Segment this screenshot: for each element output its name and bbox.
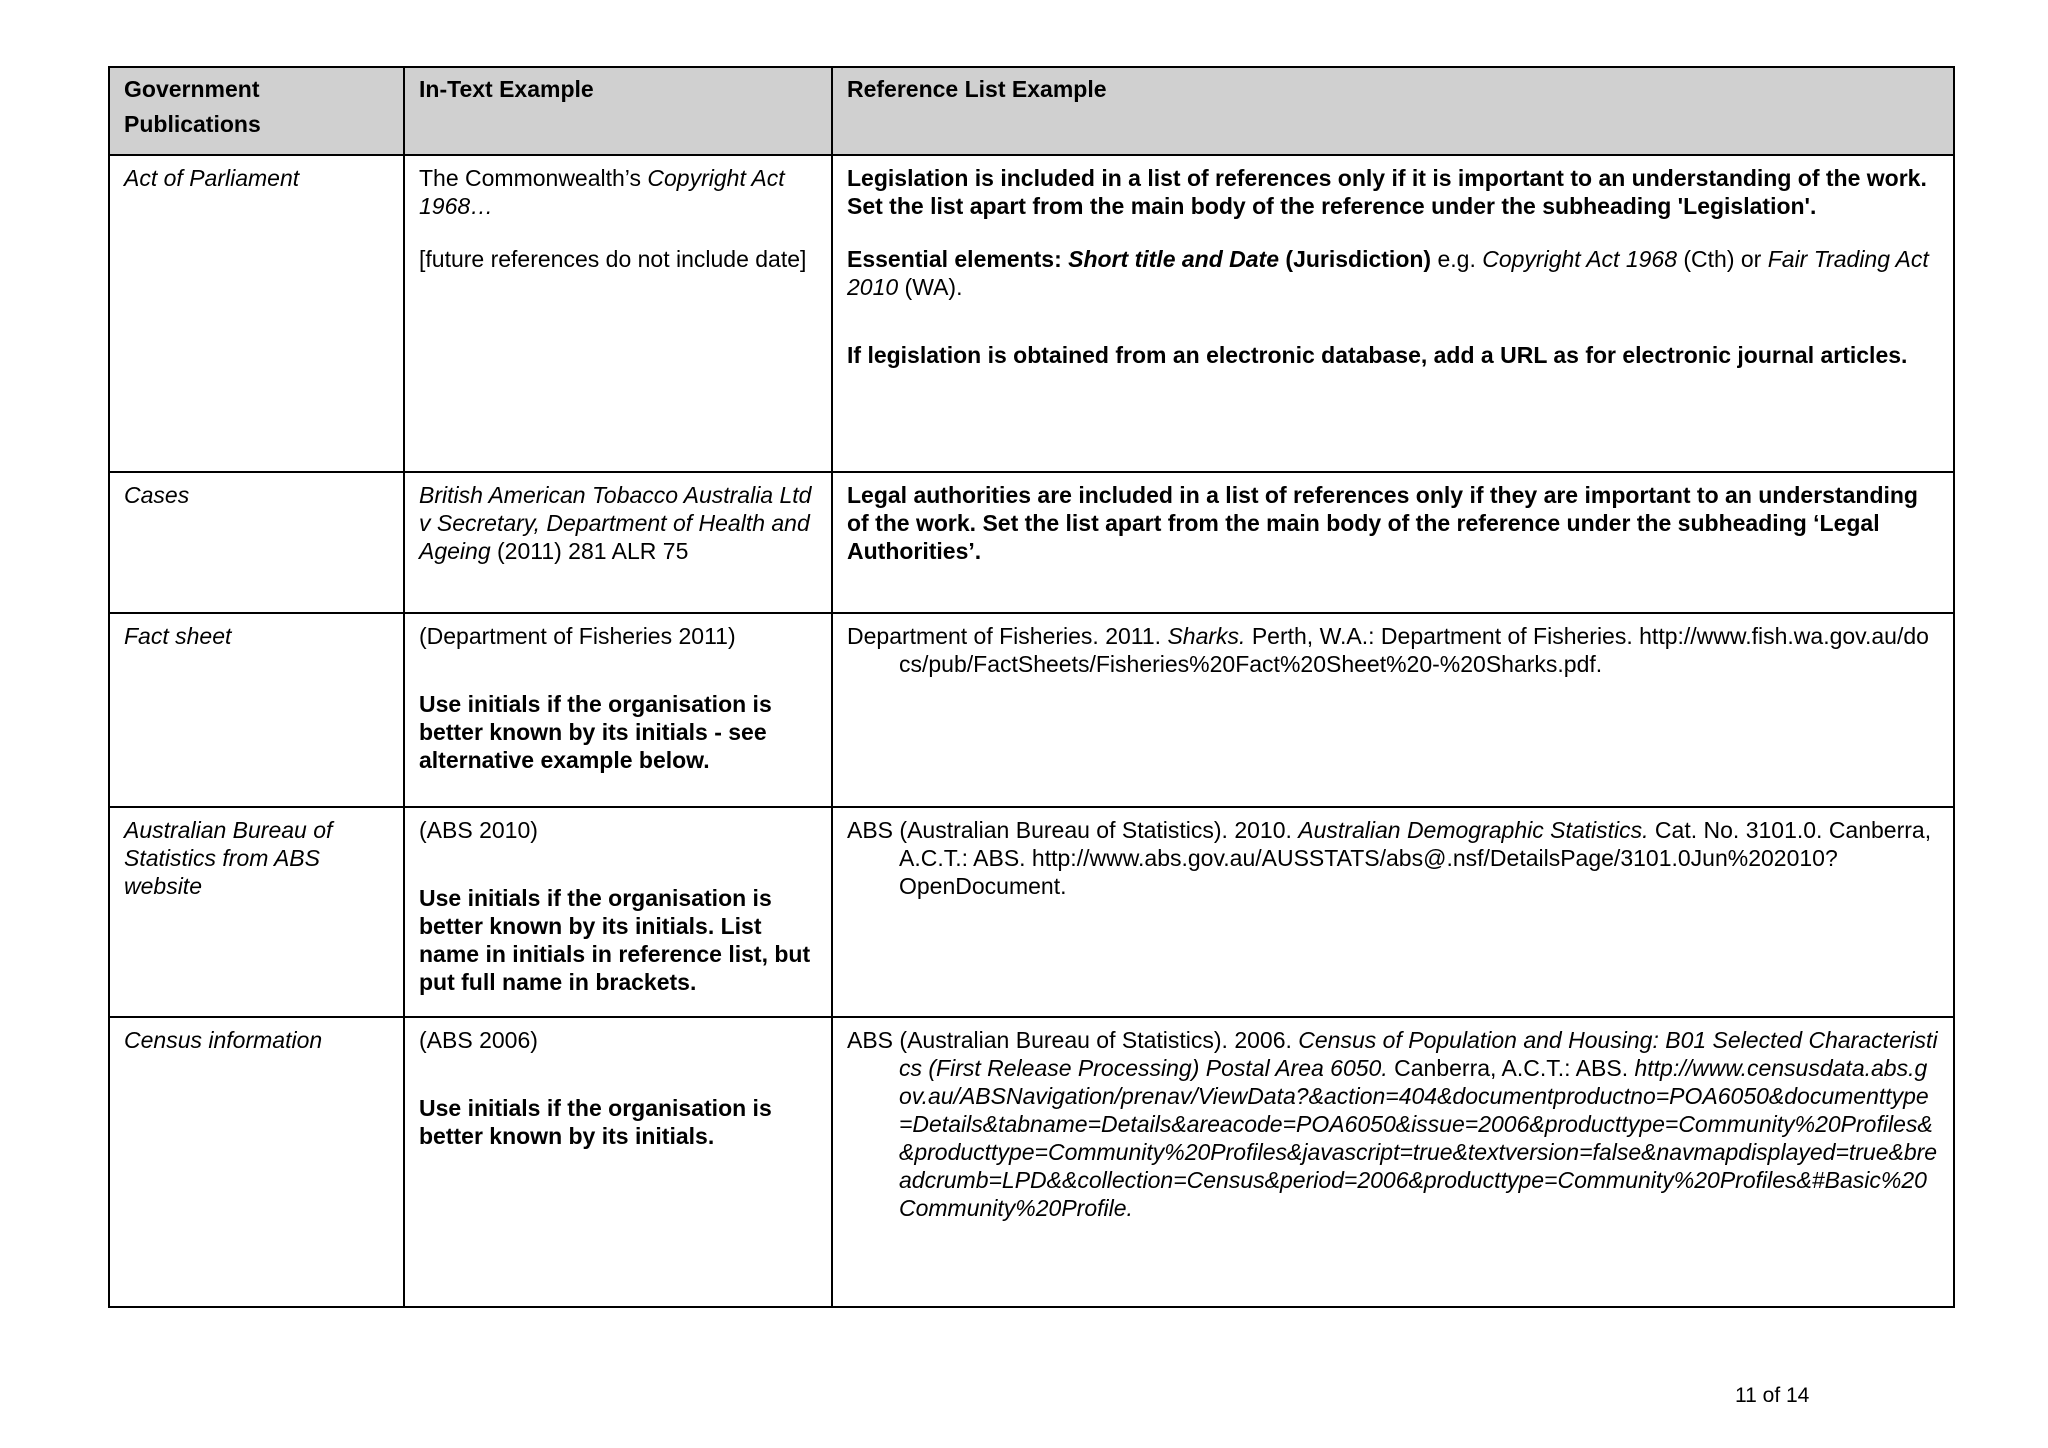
in-text-citation: (ABS 2010)	[419, 817, 538, 843]
reference-publisher-url: Perth, W.A.: Department of Fisheries. http://www.fish.wa.gov.au/docs/pub/FactSheets/Fisheries%20Fact%20Sheet%20-%20Sharks.pdf.	[899, 623, 1929, 677]
table-row	[109, 472, 1954, 613]
table-row	[109, 613, 1954, 807]
essential-title: Short title and Date	[1068, 246, 1280, 272]
reference-note: Legislation is included in a list of references only if it is important to an understanding of the work. Set the list apart from the main body of the reference under the subheading 'Legislation'.	[847, 165, 1927, 219]
reference-url: http://www.censusdata.abs.gov.au/ABSNavigation/prenav/ViewData?&action=404&documentproductno=POA6050&documenttype=Details&tabname=Details&areacode=POA6050&issue=2006&producttype=Community%20Profiles&&producttype=Community%20Profiles&javascript=true&textversion=false&navmapdisplayed=true&breadcrumb=LPD&&collection=Census&period=2006&producttype=Community%20Profiles&#Basic%20Community%20Profile.	[899, 1055, 1938, 1221]
in-text-example	[404, 1017, 832, 1307]
reference-list-example	[832, 472, 1954, 613]
publication-type: Act of Parliament	[109, 155, 404, 472]
reference-entry	[847, 1026, 1939, 1222]
essential-eg: e.g.	[1431, 246, 1483, 272]
essential-elements	[847, 245, 1939, 301]
reference-entry	[847, 622, 1939, 678]
reference-list-example	[832, 613, 1954, 807]
header-in-text-example: In-Text Example	[404, 67, 832, 155]
reference-title: Australian Demographic Statistics.	[1298, 817, 1649, 843]
essential-example-1: Copyright Act 1968	[1482, 246, 1677, 272]
reference-publisher: Canberra, A.C.T.: ABS.	[1387, 1055, 1635, 1081]
in-text-citation: (ABS 2006)	[419, 1027, 538, 1053]
in-text-example	[404, 472, 832, 613]
reference-list-example	[832, 155, 1954, 472]
case-citation: (2011) 281 ALR 75	[490, 538, 689, 564]
in-text-example	[404, 807, 832, 1017]
in-text-note: Use initials if the organisation is better known by its initials.	[419, 1095, 772, 1149]
reference-note: Legal authorities are included in a list of references only if they are important to an understanding of the work. Set the list apart from the main body of the reference under the subheading ‘Legal Authorities’.	[847, 482, 1918, 564]
in-text-example	[404, 613, 832, 807]
reference-entry	[847, 816, 1939, 900]
reference-url-note: If legislation is obtained from an electronic database, add a URL as for electronic journal articles.	[847, 342, 1908, 368]
government-publications-table	[108, 66, 1955, 1308]
in-text-plain: The Commonwealth’s	[419, 165, 648, 191]
publication-type: Fact sheet	[109, 613, 404, 807]
reference-list-example	[832, 1017, 1954, 1307]
page-number: 11 of 14	[1735, 1384, 1810, 1407]
in-text-note: Use initials if the organisation is better known by its initials. List name in initials in reference list, but put full name in brackets.	[419, 885, 811, 995]
essential-label: Essential elements:	[847, 246, 1069, 272]
header-government-publications: Government Publications	[109, 67, 404, 155]
table-row	[109, 1017, 1954, 1307]
essential-wa: (WA).	[898, 274, 963, 300]
in-text-italic: Copyright Act 1968…	[419, 165, 785, 219]
case-name: British American Tobacco Australia Ltd v Secretary, Department of Health and Ageing	[419, 482, 812, 564]
reference-publisher-url: Cat. No. 3101.0. Canberra, A.C.T.: ABS. http://www.abs.gov.au/AUSSTATS/abs@.nsf/DetailsPage/3101.0Jun%202010?OpenDocument.	[899, 817, 1932, 899]
in-text-example	[404, 155, 832, 472]
header-row	[109, 67, 1954, 155]
publication-type: Australian Bureau of Statistics from ABS website	[109, 807, 404, 1017]
reference-title: Sharks.	[1167, 623, 1246, 649]
header-reference-list-example: Reference List Example	[832, 67, 1954, 155]
publication-type: Cases	[109, 472, 404, 613]
table-row	[109, 807, 1954, 1017]
essential-cth: (Cth) or	[1677, 246, 1768, 272]
reference-author-date: Department of Fisheries. 2011.	[847, 623, 1168, 649]
essential-jurisdiction: (Jurisdiction)	[1279, 246, 1432, 272]
reference-author-date: ABS (Australian Bureau of Statistics). 2006.	[847, 1027, 1299, 1053]
reference-author-date: ABS (Australian Bureau of Statistics). 2010.	[847, 817, 1299, 843]
publication-type: Census information	[109, 1017, 404, 1307]
reference-title: Census of Population and Housing: B01 Selected Characteristics (First Release Processing) Postal Area 6050.	[899, 1027, 1938, 1081]
in-text-citation: (Department of Fisheries 2011)	[419, 623, 736, 649]
in-text-note: Use initials if the organisation is better known by its initials - see alternative example below.	[419, 691, 772, 773]
in-text-note: [future references do not include date]	[419, 246, 807, 272]
reference-list-example	[832, 807, 1954, 1017]
essential-example-2: Fair Trading Act 2010	[847, 246, 1929, 300]
table-row	[109, 155, 1954, 472]
